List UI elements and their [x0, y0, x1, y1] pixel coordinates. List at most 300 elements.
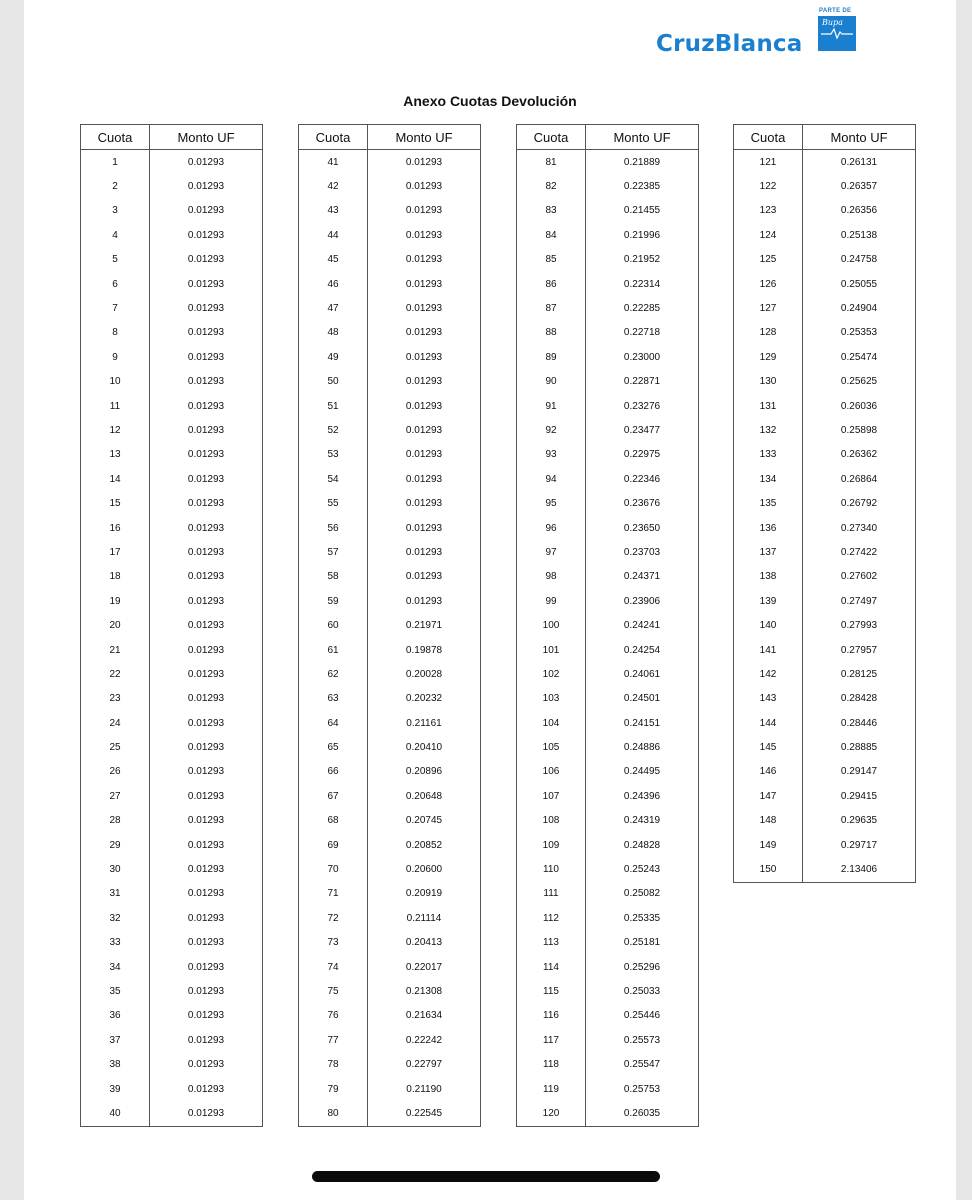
- table-row: [517, 1004, 699, 1028]
- cuota-cell: 52: [299, 418, 368, 442]
- table-row: [81, 833, 263, 857]
- cuota-cell: 84: [517, 223, 586, 247]
- table-row: [81, 174, 263, 198]
- cuota-cell: 120: [517, 1101, 586, 1126]
- monto-cell: 0.21114: [368, 906, 481, 930]
- table-row: [299, 443, 481, 467]
- cuota-cell: 112: [517, 906, 586, 930]
- table-row: [81, 931, 263, 955]
- table-row: [81, 443, 263, 467]
- table-row: [734, 857, 916, 882]
- cuota-cell: 5: [81, 248, 150, 272]
- table-row: [81, 955, 263, 979]
- cuota-cell: 98: [517, 565, 586, 589]
- monto-cell: 0.01293: [150, 760, 263, 784]
- cuota-cell: 83: [517, 199, 586, 223]
- cuota-cell: 78: [299, 1052, 368, 1076]
- table-row: [81, 1077, 263, 1101]
- cuota-cell: 116: [517, 1004, 586, 1028]
- monto-cell: 0.25353: [803, 321, 916, 345]
- cuota-cell: 133: [734, 443, 803, 467]
- cuota-cell: 145: [734, 735, 803, 759]
- table-row: [517, 516, 699, 540]
- table-row: [81, 150, 263, 175]
- column-header-cuota: Cuota: [734, 125, 803, 150]
- monto-cell: 0.01293: [150, 150, 263, 175]
- monto-cell: 0.01293: [368, 199, 481, 223]
- table-row: [299, 1028, 481, 1052]
- monto-cell: 0.22871: [586, 370, 699, 394]
- cuota-cell: 49: [299, 345, 368, 369]
- cuota-cell: 126: [734, 272, 803, 296]
- cuota-cell: 21: [81, 638, 150, 662]
- monto-cell: 0.20410: [368, 735, 481, 759]
- table-row: [734, 662, 916, 686]
- monto-cell: 0.20028: [368, 662, 481, 686]
- monto-cell: 0.22545: [368, 1101, 481, 1126]
- cuota-cell: 35: [81, 979, 150, 1003]
- cuota-cell: 42: [299, 174, 368, 198]
- monto-cell: 0.01293: [150, 272, 263, 296]
- table-row: [734, 638, 916, 662]
- monto-cell: 0.20852: [368, 833, 481, 857]
- monto-cell: 0.20919: [368, 882, 481, 906]
- table-row: [299, 1052, 481, 1076]
- monto-cell: 0.01293: [368, 565, 481, 589]
- table-row: [299, 1077, 481, 1101]
- monto-cell: 0.01293: [150, 223, 263, 247]
- table-row: [299, 662, 481, 686]
- table-row: [517, 589, 699, 613]
- cuota-cell: 135: [734, 491, 803, 515]
- cuota-cell: 143: [734, 687, 803, 711]
- table-row: [734, 760, 916, 784]
- column-header-cuota: Cuota: [299, 125, 368, 150]
- cuota-cell: 9: [81, 345, 150, 369]
- monto-cell: 0.27602: [803, 565, 916, 589]
- monto-cell: 0.01293: [150, 931, 263, 955]
- cuota-cell: 115: [517, 979, 586, 1003]
- cuotas-table-3: [516, 124, 699, 1127]
- cuota-cell: 118: [517, 1052, 586, 1076]
- cuota-cell: 128: [734, 321, 803, 345]
- table-row: [517, 906, 699, 930]
- table-row: [517, 687, 699, 711]
- cuota-cell: 37: [81, 1028, 150, 1052]
- monto-cell: 0.19878: [368, 638, 481, 662]
- monto-cell: 0.01293: [368, 516, 481, 540]
- table-row: [517, 272, 699, 296]
- table-row: [734, 443, 916, 467]
- table-row: [517, 467, 699, 491]
- monto-cell: 0.23000: [586, 345, 699, 369]
- cuota-cell: 20: [81, 613, 150, 637]
- monto-cell: 0.01293: [150, 638, 263, 662]
- table-row: [734, 150, 916, 175]
- table-row: [299, 467, 481, 491]
- cuota-cell: 137: [734, 540, 803, 564]
- cuota-cell: 1: [81, 150, 150, 175]
- cuota-cell: 105: [517, 735, 586, 759]
- cuota-cell: 113: [517, 931, 586, 955]
- table-row: [81, 565, 263, 589]
- monto-cell: 0.27340: [803, 516, 916, 540]
- cuota-cell: 4: [81, 223, 150, 247]
- cuota-cell: 28: [81, 809, 150, 833]
- cuota-cell: 123: [734, 199, 803, 223]
- monto-cell: 0.27497: [803, 589, 916, 613]
- cuota-cell: 46: [299, 272, 368, 296]
- table-row: [734, 370, 916, 394]
- cuota-cell: 132: [734, 418, 803, 442]
- monto-cell: 2.13406: [803, 857, 916, 882]
- column-header-monto: Monto UF: [803, 125, 916, 150]
- table-row: [734, 735, 916, 759]
- table-row: [81, 321, 263, 345]
- cuota-cell: 140: [734, 613, 803, 637]
- cuota-cell: 30: [81, 857, 150, 881]
- monto-cell: 0.26035: [586, 1101, 699, 1126]
- table-row: [299, 1101, 481, 1126]
- table-row: [517, 711, 699, 735]
- monto-cell: 0.24254: [586, 638, 699, 662]
- table-row: [517, 979, 699, 1003]
- monto-cell: 0.01293: [368, 223, 481, 247]
- cuota-cell: 127: [734, 296, 803, 320]
- table-row: [81, 882, 263, 906]
- cuota-cell: 11: [81, 394, 150, 418]
- cuota-cell: 81: [517, 150, 586, 175]
- table-row: [81, 687, 263, 711]
- table-row: [299, 760, 481, 784]
- cuota-cell: 109: [517, 833, 586, 857]
- monto-cell: 0.20600: [368, 857, 481, 881]
- monto-cell: 0.26362: [803, 443, 916, 467]
- cuota-cell: 97: [517, 540, 586, 564]
- cuota-cell: 68: [299, 809, 368, 833]
- monto-cell: 0.01293: [150, 174, 263, 198]
- table-header-row: [299, 125, 481, 150]
- monto-cell: 0.28125: [803, 662, 916, 686]
- monto-cell: 0.21455: [586, 199, 699, 223]
- monto-cell: 0.20896: [368, 760, 481, 784]
- cuota-cell: 69: [299, 833, 368, 857]
- monto-cell: 0.21971: [368, 613, 481, 637]
- cuota-cell: 103: [517, 687, 586, 711]
- cuota-cell: 54: [299, 467, 368, 491]
- table-row: [299, 516, 481, 540]
- cuota-cell: 29: [81, 833, 150, 857]
- table-row: [517, 248, 699, 272]
- cuota-cell: 141: [734, 638, 803, 662]
- cuota-cell: 106: [517, 760, 586, 784]
- bupa-badge-label: Bupa: [822, 18, 843, 27]
- cuota-cell: 38: [81, 1052, 150, 1076]
- monto-cell: 0.23276: [586, 394, 699, 418]
- cuota-cell: 70: [299, 857, 368, 881]
- monto-cell: 0.01293: [150, 589, 263, 613]
- cuota-cell: 13: [81, 443, 150, 467]
- table-row: [734, 296, 916, 320]
- monto-cell: 0.22346: [586, 467, 699, 491]
- monto-cell: 0.01293: [150, 857, 263, 881]
- table-row: [517, 638, 699, 662]
- table-row: [734, 491, 916, 515]
- table-row: [517, 735, 699, 759]
- monto-cell: 0.01293: [368, 491, 481, 515]
- cuota-cell: 56: [299, 516, 368, 540]
- monto-cell: 0.24061: [586, 662, 699, 686]
- monto-cell: 0.01293: [368, 443, 481, 467]
- cuota-cell: 23: [81, 687, 150, 711]
- cuota-cell: 74: [299, 955, 368, 979]
- monto-cell: 0.22285: [586, 296, 699, 320]
- cuota-cell: 50: [299, 370, 368, 394]
- table-row: [734, 467, 916, 491]
- table-row: [517, 565, 699, 589]
- cuota-cell: 94: [517, 467, 586, 491]
- document-page: [24, 0, 956, 1200]
- monto-cell: 0.25138: [803, 223, 916, 247]
- monto-cell: 0.24828: [586, 833, 699, 857]
- cuota-cell: 144: [734, 711, 803, 735]
- table-row: [734, 809, 916, 833]
- cuota-cell: 43: [299, 199, 368, 223]
- cuota-cell: 22: [81, 662, 150, 686]
- cuota-cell: 10: [81, 370, 150, 394]
- table-row: [734, 589, 916, 613]
- monto-cell: 0.24886: [586, 735, 699, 759]
- table-row: [299, 394, 481, 418]
- cuota-cell: 57: [299, 540, 368, 564]
- monto-cell: 0.29147: [803, 760, 916, 784]
- table-row: [81, 272, 263, 296]
- table-row: [299, 199, 481, 223]
- cuota-cell: 87: [517, 296, 586, 320]
- table-row: [299, 223, 481, 247]
- cuota-cell: 2: [81, 174, 150, 198]
- cuota-cell: 27: [81, 784, 150, 808]
- table-row: [517, 882, 699, 906]
- monto-cell: 0.25446: [586, 1004, 699, 1028]
- cuota-cell: 99: [517, 589, 586, 613]
- cuota-cell: 47: [299, 296, 368, 320]
- table-row: [517, 296, 699, 320]
- cuota-cell: 121: [734, 150, 803, 175]
- monto-cell: 0.27957: [803, 638, 916, 662]
- table-row: [299, 491, 481, 515]
- monto-cell: 0.25181: [586, 931, 699, 955]
- cuota-cell: 150: [734, 857, 803, 882]
- table-row: [517, 540, 699, 564]
- monto-cell: 0.01293: [150, 784, 263, 808]
- monto-cell: 0.01293: [150, 809, 263, 833]
- monto-cell: 0.22797: [368, 1052, 481, 1076]
- monto-cell: 0.25753: [586, 1077, 699, 1101]
- table-row: [81, 1028, 263, 1052]
- table-row: [734, 199, 916, 223]
- monto-cell: 0.01293: [150, 540, 263, 564]
- monto-cell: 0.01293: [150, 711, 263, 735]
- cuota-cell: 91: [517, 394, 586, 418]
- table-row: [81, 467, 263, 491]
- monto-cell: 0.25055: [803, 272, 916, 296]
- monto-cell: 0.01293: [150, 248, 263, 272]
- cuota-cell: 60: [299, 613, 368, 637]
- monto-cell: 0.20745: [368, 809, 481, 833]
- table-row: [734, 272, 916, 296]
- cuota-cell: 146: [734, 760, 803, 784]
- cuota-cell: 3: [81, 199, 150, 223]
- brand-name: CruzBlanca: [656, 31, 803, 57]
- monto-cell: 0.01293: [150, 516, 263, 540]
- cuota-cell: 18: [81, 565, 150, 589]
- table-row: [81, 248, 263, 272]
- monto-cell: 0.01293: [150, 1028, 263, 1052]
- cuota-cell: 61: [299, 638, 368, 662]
- monto-cell: 0.24396: [586, 784, 699, 808]
- table-row: [734, 174, 916, 198]
- monto-cell: 0.23906: [586, 589, 699, 613]
- table-row: [734, 418, 916, 442]
- table-row: [81, 662, 263, 686]
- cuota-cell: 124: [734, 223, 803, 247]
- monto-cell: 0.24371: [586, 565, 699, 589]
- table-row: [734, 321, 916, 345]
- table-row: [517, 443, 699, 467]
- table-row: [517, 613, 699, 637]
- cuota-cell: 31: [81, 882, 150, 906]
- monto-cell: 0.22314: [586, 272, 699, 296]
- monto-cell: 0.01293: [368, 394, 481, 418]
- monto-cell: 0.28885: [803, 735, 916, 759]
- monto-cell: 0.28428: [803, 687, 916, 711]
- table-row: [81, 735, 263, 759]
- cuotas-table-1: [80, 124, 263, 1127]
- cuota-cell: 80: [299, 1101, 368, 1126]
- monto-cell: 0.26357: [803, 174, 916, 198]
- table-row: [299, 540, 481, 564]
- table-row: [734, 565, 916, 589]
- heartbeat-icon: [821, 26, 853, 40]
- table-row: [517, 809, 699, 833]
- monto-cell: 0.01293: [368, 370, 481, 394]
- monto-cell: 0.25243: [586, 857, 699, 881]
- cuota-cell: 79: [299, 1077, 368, 1101]
- cuota-cell: 134: [734, 467, 803, 491]
- cuota-cell: 65: [299, 735, 368, 759]
- cuota-cell: 86: [517, 272, 586, 296]
- monto-cell: 0.24904: [803, 296, 916, 320]
- table-row: [81, 638, 263, 662]
- table-row: [734, 833, 916, 857]
- cuota-cell: 108: [517, 809, 586, 833]
- cruzblanca-logo: [656, 6, 856, 56]
- cuota-cell: 34: [81, 955, 150, 979]
- monto-cell: 0.01293: [150, 735, 263, 759]
- cuota-cell: 77: [299, 1028, 368, 1052]
- cuota-cell: 71: [299, 882, 368, 906]
- table-body: [299, 150, 481, 1127]
- monto-cell: 0.22718: [586, 321, 699, 345]
- cuota-cell: 26: [81, 760, 150, 784]
- table-header-row: [517, 125, 699, 150]
- cuota-cell: 101: [517, 638, 586, 662]
- monto-cell: 0.20413: [368, 931, 481, 955]
- table-row: [81, 370, 263, 394]
- cuota-cell: 114: [517, 955, 586, 979]
- table-row: [517, 955, 699, 979]
- table-row: [299, 296, 481, 320]
- monto-cell: 0.01293: [150, 321, 263, 345]
- table-row: [517, 931, 699, 955]
- cuota-cell: 7: [81, 296, 150, 320]
- table-row: [81, 857, 263, 881]
- monto-cell: 0.01293: [150, 394, 263, 418]
- monto-cell: 0.25296: [586, 955, 699, 979]
- table-row: [299, 321, 481, 345]
- monto-cell: 0.01293: [368, 589, 481, 613]
- table-row: [734, 345, 916, 369]
- table-row: [734, 711, 916, 735]
- table-row: [734, 394, 916, 418]
- monto-cell: 0.01293: [368, 272, 481, 296]
- table-row: [81, 1101, 263, 1126]
- monto-cell: 0.22385: [586, 174, 699, 198]
- column-header-monto: Monto UF: [150, 125, 263, 150]
- column-header-monto: Monto UF: [368, 125, 481, 150]
- cuota-cell: 16: [81, 516, 150, 540]
- table-row: [734, 687, 916, 711]
- table-row: [81, 516, 263, 540]
- table-body: [517, 150, 699, 1127]
- cuota-cell: 73: [299, 931, 368, 955]
- cuota-cell: 110: [517, 857, 586, 881]
- table-row: [81, 540, 263, 564]
- cuota-cell: 136: [734, 516, 803, 540]
- table-row: [517, 784, 699, 808]
- table-row: [299, 150, 481, 175]
- monto-cell: 0.25082: [586, 882, 699, 906]
- cuota-cell: 32: [81, 906, 150, 930]
- monto-cell: 0.21308: [368, 979, 481, 1003]
- cuota-cell: 45: [299, 248, 368, 272]
- monto-cell: 0.22242: [368, 1028, 481, 1052]
- table-row: [299, 565, 481, 589]
- monto-cell: 0.29635: [803, 809, 916, 833]
- cuota-cell: 111: [517, 882, 586, 906]
- cuota-cell: 131: [734, 394, 803, 418]
- monto-cell: 0.01293: [150, 613, 263, 637]
- table-row: [299, 955, 481, 979]
- home-indicator[interactable]: [312, 1171, 660, 1182]
- table-row: [517, 857, 699, 881]
- table-row: [299, 833, 481, 857]
- table-row: [299, 613, 481, 637]
- monto-cell: 0.01293: [150, 906, 263, 930]
- cuota-cell: 62: [299, 662, 368, 686]
- monto-cell: 0.01293: [150, 1077, 263, 1101]
- cuotas-table-2: [298, 124, 481, 1127]
- monto-cell: 0.24151: [586, 711, 699, 735]
- table-row: [299, 711, 481, 735]
- monto-cell: 0.23703: [586, 540, 699, 564]
- monto-cell: 0.23676: [586, 491, 699, 515]
- table-row: [81, 296, 263, 320]
- monto-cell: 0.21634: [368, 1004, 481, 1028]
- cuota-cell: 39: [81, 1077, 150, 1101]
- table-row: [299, 809, 481, 833]
